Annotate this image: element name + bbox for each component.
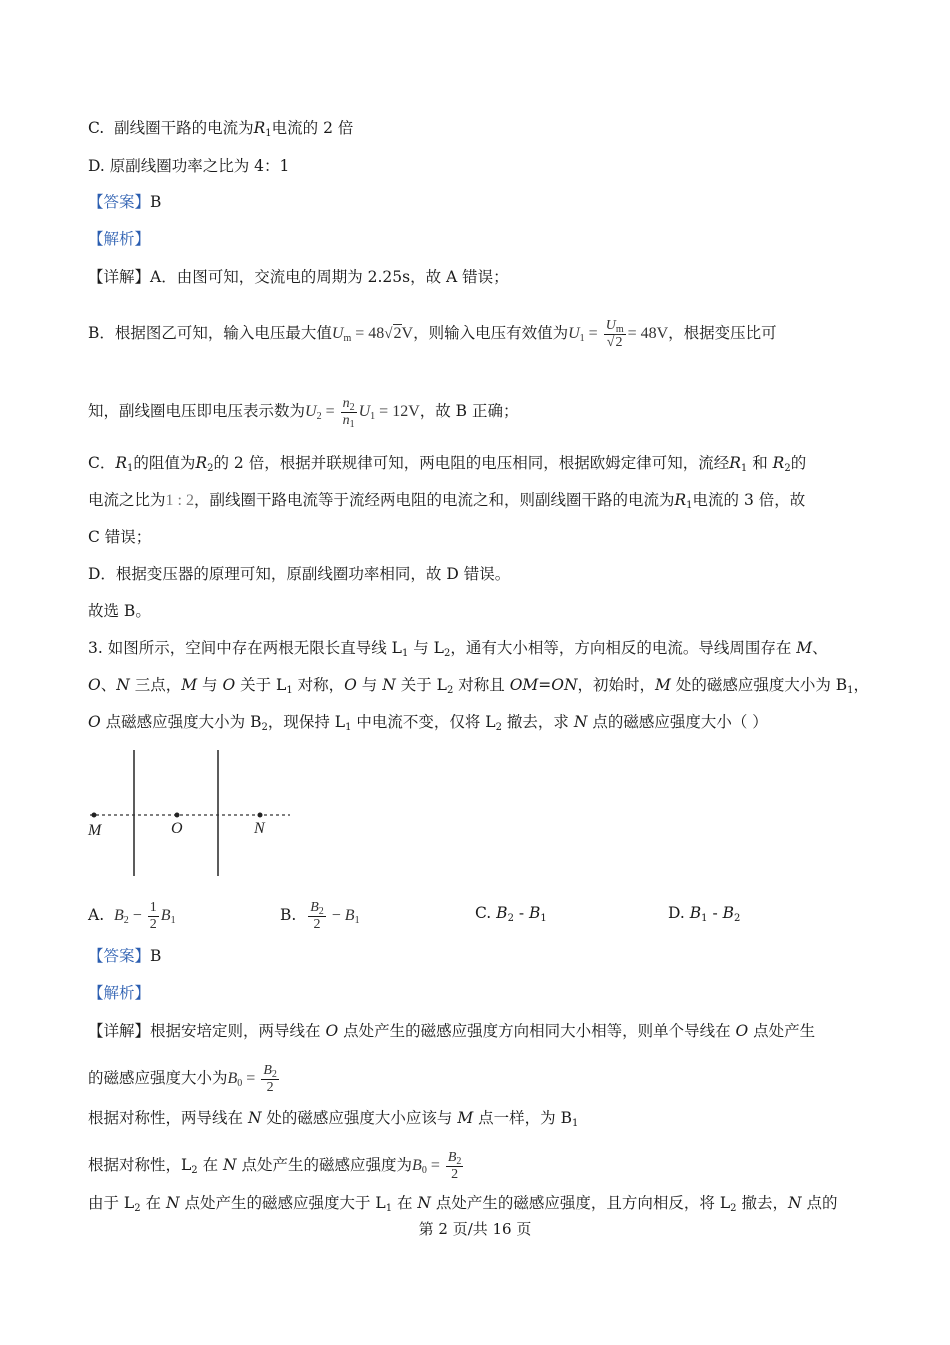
q3-analysis-tag: 【解析】 bbox=[88, 984, 151, 1002]
detail-c-line1: C．$R_1$的阻值为$R_2$的 2 倍，根据并联规律可知，两电阻的电压相同，根据欧姆定律可知，流经$R_1$ 和 $R_2$的 bbox=[88, 454, 807, 474]
label-o: O bbox=[171, 820, 183, 837]
detail-d: D．根据变压器的原理可知，原副线圈功率相同，故 D 错误。 bbox=[88, 565, 511, 583]
point-o bbox=[175, 813, 180, 818]
detail-a: 【详解】A．由图可知，交流电的周期为 2.25s，故 A 错误； bbox=[88, 268, 509, 286]
q3-option-b[interactable]: B. $\frac{B_2}{2}$ − $B_1$ bbox=[280, 900, 360, 932]
label-m: M bbox=[88, 822, 102, 839]
q3-detail-line3: 根据对称性，两导线在 N 处的磁感应强度大小应该与 M 点一样，为 $B_1$ bbox=[88, 1109, 579, 1129]
q3-detail-line4: 根据对称性，$L_2$ 在 N 点处产生的磁感应强度为$B_0$ = $\frac{B_2}{2}$ bbox=[88, 1150, 462, 1182]
detail-c-line2: 电流之比为1 : 2，副线圈干路电流等于流经两电阻的电流之和，则副线圈干路的电流为$R_1$电流的 3 倍，故 bbox=[88, 491, 806, 511]
q3-option-a[interactable]: A. $B_2$ − $\frac{1}{2}$ $B_1$ bbox=[88, 900, 176, 932]
point-n bbox=[258, 813, 263, 818]
wire-diagram bbox=[80, 748, 300, 883]
q3-line2: O、N 三点，M 与 O 关于 $L_1$ 对称，O 与 N 关于 $L_2$ 对称且 OM=ON，初始时，M 处的磁感应强度大小为 $B_1$， bbox=[88, 676, 870, 696]
q3-detail-line2: 的磁感应强度大小为$B_0$ = $\frac{B_2}{2}$ bbox=[88, 1063, 277, 1095]
label-n: N bbox=[254, 820, 265, 837]
detail-c-line3: C 错误； bbox=[88, 528, 152, 546]
q3-line1: 3. 如图所示，空间中存在两根无限长直导线 $L_1$ 与 $L_2$，通有大小相等，方向相反的电流。导线周围存在 M、 bbox=[88, 639, 828, 659]
q3-answer-tag: 【答案】 bbox=[88, 947, 151, 965]
page-footer: 第 2 页/共 16 页 bbox=[418, 1220, 532, 1238]
conclusion: 故选 B。 bbox=[88, 602, 151, 620]
q3-option-c[interactable]: C. $B_2 - B_1$ bbox=[475, 904, 547, 924]
option-c: C. 副线圈干路的电流为$R_1$电流的 2 倍 bbox=[88, 119, 354, 139]
q3-detail-line5: 由于 $L_2$ 在 N 点处产生的磁感应强度大于 $L_1$ 在 N 点处产生的磁感应强度，且方向相反，将 $L_2$ 撤去，N 点的 bbox=[88, 1194, 838, 1214]
answer-tag: 【答案】 bbox=[88, 193, 151, 211]
q3-answer-line: 【答案】B bbox=[88, 947, 162, 965]
answer-line: 【答案】B bbox=[88, 193, 162, 211]
q3-option-d[interactable]: D. $B_1 - B_2$ bbox=[668, 904, 741, 924]
detail-b-line2: 知，副线圈电压即电压表示数为$U_2$ = $\frac{n_2}{n_1}$ $U_1 = 12V$，故 B 正确； bbox=[88, 396, 519, 430]
q3-detail-line1: 【详解】根据安培定则，两导线在 O 点处产生的磁感应强度方向相同大小相等，则单个导线在 O 点处产生 bbox=[88, 1022, 816, 1040]
detail-b-line1: B．根据图乙可知，输入电压最大值$U_m = 48√2V$，则输入电压有效值为$U_1$ = $\frac{U_m}{√2}$ = 48V，根据变压比可 bbox=[88, 318, 777, 350]
analysis-tag: 【解析】 bbox=[88, 230, 151, 248]
q3-line3: O 点磁感应强度大小为 $B_2$，现保持 $L_1$ 中电流不变，仅将 $L_2$ 撤去，求 N 点的磁感应强度大小（ ） bbox=[88, 713, 768, 733]
option-d: D. 原副线圈功率之比为 4：1 bbox=[88, 157, 290, 175]
point-m bbox=[92, 813, 97, 818]
